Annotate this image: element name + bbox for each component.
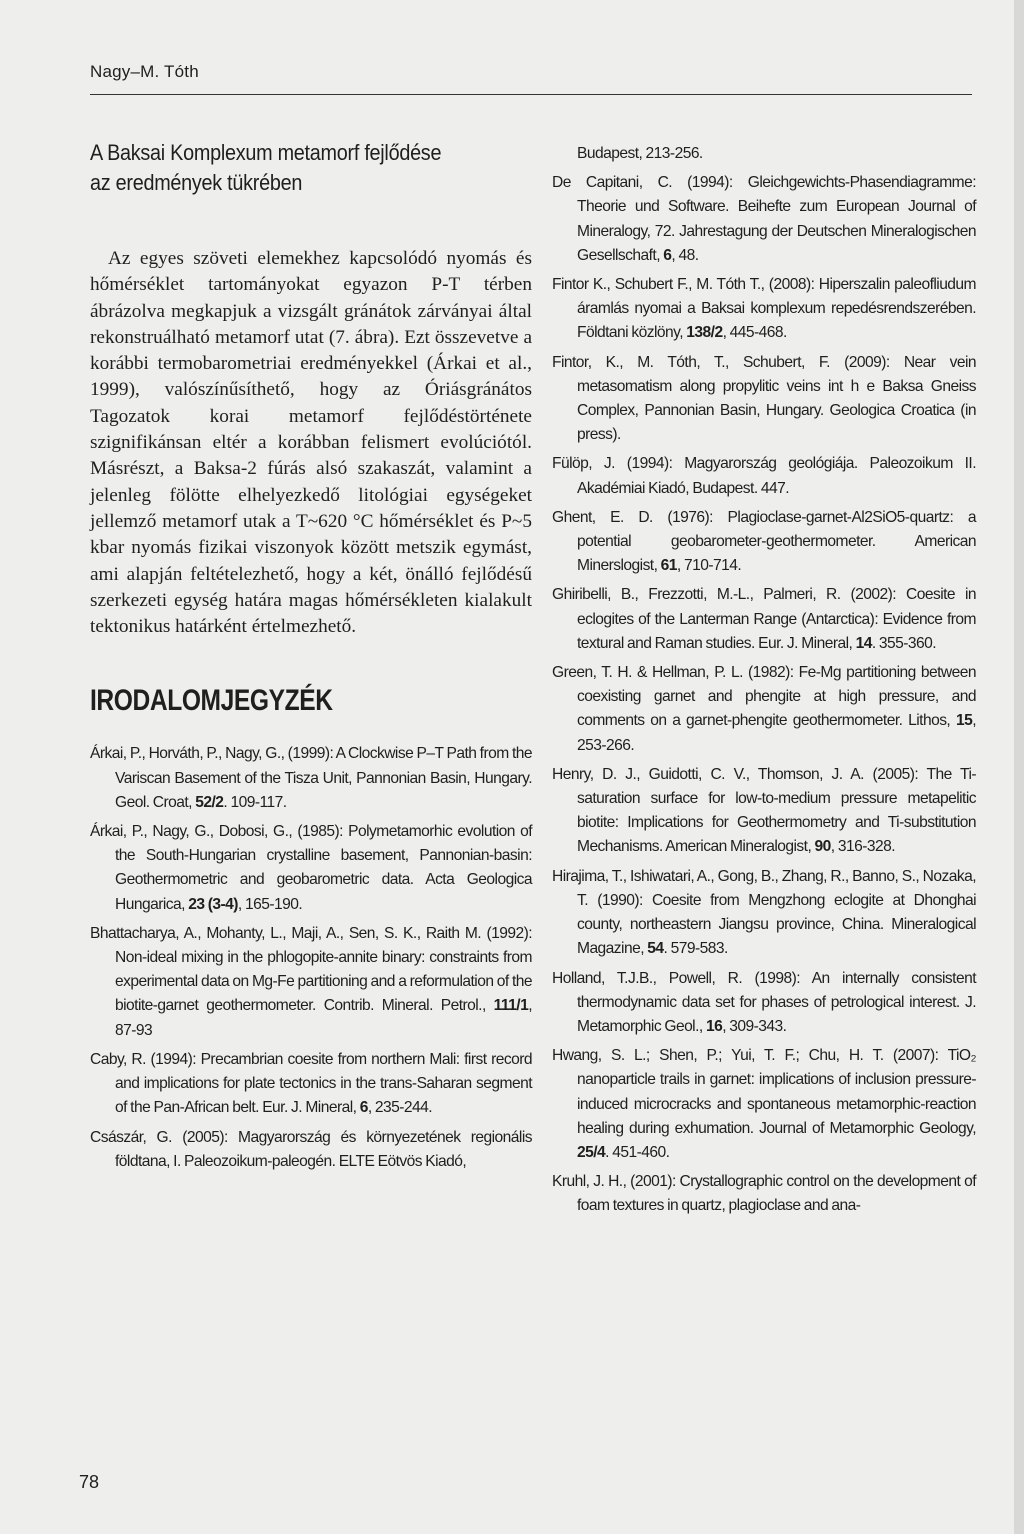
reference-text: Henry, D. J., Guidotti, C. V., Thomson, J. A. (2005): The Ti-saturation surface for low-to-medium pressure metapelitic biotite: Implications for Geothermometry and Ti-substitution Mechanisms. American Mineralogist, bbox=[552, 765, 976, 856]
reference-text: , 309-343. bbox=[722, 1017, 787, 1035]
reference-volume: 14 bbox=[855, 634, 872, 652]
reference-text: Ghiribelli, B., Frezzotti, M.-L., Palmeri, R. (2002): Coesite in eclogites of the Lanterman Range (Antarctica): Evidence from textural and Raman studies. Eur. J. Mineral, bbox=[552, 586, 976, 652]
reference-text: . 451-460. bbox=[605, 1143, 670, 1161]
reference-text: . 109-117. bbox=[223, 793, 287, 811]
reference-entry bbox=[90, 1048, 532, 1121]
reference-text: Árkai, P., Horváth, P., Nagy, G., (1999): A Clockwise P–T Path from the Variscan Basement of the Tisza Unit, Pannonian Basin, Hungary. Geol. Croat, bbox=[90, 745, 532, 811]
reference-list-right bbox=[552, 142, 976, 1219]
reference-volume: 16 bbox=[705, 1017, 723, 1035]
reference-entry bbox=[552, 351, 976, 448]
section-title-line: A Baksai Komplexum metamorf fejlődése bbox=[90, 140, 442, 165]
reference-entry bbox=[552, 1170, 976, 1218]
reference-text: , 87-93 bbox=[115, 997, 532, 1039]
references-heading: IRODALOMJEGYZÉK bbox=[90, 684, 333, 718]
reference-text: Holland, T.J.B., Powell, R. (1998): An internally consistent thermodynamic data set for phases of petrological interest. J. Metamorphic Geol., bbox=[552, 969, 976, 1035]
reference-text: Bhattacharya, A., Mohanty, L., Maji, A., Sen, S. K., Raith M. (1992): Non-ideal mixing in the phlogopite-annite binary: constraints from experimental data on Mg-Fe partitioning and a reformulation of the biotite-garnet geothermometer. Contrib. Mineral. Petrol., bbox=[90, 924, 532, 1015]
reference-entry bbox=[552, 142, 976, 166]
reference-volume: 15 bbox=[955, 712, 973, 730]
reference-volume: 6 bbox=[663, 246, 672, 264]
reference-entry bbox=[552, 1044, 976, 1165]
reference-text: De Capitani, C. (1994): Gleichgewichts-Phasendiagramme: Theorie und Software. Beihefte zum European Journal of Mineralogy, 72. Jahrestagung der Deutschen Mineralogischen Gesellschaft, bbox=[552, 174, 976, 264]
reference-list-left bbox=[90, 742, 532, 1173]
section-title-line: az eredmények tükrében bbox=[90, 170, 303, 195]
reference-entry bbox=[552, 661, 976, 758]
reference-entry bbox=[552, 452, 976, 500]
reference-text: Fintor, K., M. Tóth, T., Schubert, F. (2009): Near vein metasomatism along propylitic veins int h e Baksa Gneiss Complex, Pannonian Basin, Hungary. Geologica Croatica (in press). bbox=[552, 353, 976, 444]
reference-text: . 579-583. bbox=[663, 940, 728, 958]
reference-text: Hwang, S. L.; Shen, P.; Yui, T. F.; Chu, H. T. (2007): TiO₂ nanoparticle trails in garnet: implications of inclusion pressure-induced microcracks and spontaneous metamorphic-reaction healing during exhumation. Journal of Metamorphic Geology, bbox=[552, 1047, 976, 1137]
left-column bbox=[90, 138, 532, 1179]
reference-entry bbox=[90, 1126, 532, 1174]
right-column bbox=[552, 142, 976, 1224]
reference-volume: 111/1 bbox=[493, 997, 529, 1015]
reference-text: Császár, G. (2005): Magyarország és környezetének regionális földtana, I. Paleozoikum-paleogén. ELTE Eötvös Kiadó, bbox=[90, 1128, 532, 1170]
reference-volume: 25/4 bbox=[577, 1143, 606, 1161]
reference-text: , 235-244. bbox=[367, 1099, 433, 1117]
reference-text: Kruhl, J. H., (2001): Crystallographic control on the development of foam textures in quartz, plagioclase and ana- bbox=[552, 1173, 976, 1215]
reference-volume: 23 (3-4) bbox=[188, 895, 238, 913]
reference-volume: 138/2 bbox=[686, 324, 723, 342]
reference-text: , 48. bbox=[671, 246, 699, 264]
reference-text: Fülöp, J. (1994): Magyarország geológiája. Paleozoikum II. Akadémiai Kiadó, Budapest. 447. bbox=[552, 455, 976, 497]
reference-text: , 710-714. bbox=[676, 557, 742, 575]
reference-text: , 316-328. bbox=[830, 838, 895, 856]
reference-volume: 90 bbox=[814, 838, 831, 856]
page-number: 78 bbox=[79, 1472, 100, 1492]
reference-text: Green, T. H. & Hellman, P. L. (1982): Fe-Mg partitioning between coexisting garnet and phengite at high pressure, and comments on a garnet-phengite geothermometer. Lithos, bbox=[552, 664, 976, 730]
body-paragraph: Az egyes szöveti elemekhez kapcsolódó nyomás és hőmérséklet tartományokat egyazon P-T térben ábrázolva megkapjuk a vizsgált gránátok zárványai által rekonstruálható metamorf utat (7. ábra). Ezt összevetve a korábbi termobarometriai eredményekkel (Árkai et al., 1999), valószínűsíthető, hogy az Óriásgránátos Tagozatok korai metamorf fejlődéstörténete szignifikánsan eltér a korábban felismert evolúciótól. Másrészt, a Baksa-2 fúrás alsó szakaszát, valamint a jelenleg fölötte elhelyezkedő litológiai egységeket jellemző metamorf utak a T~620 °C hőmérséklet és P~5 kbar nyomás fizikai viszonyok között metszik egymást, ami alapján feltételezhető, hogy a két, önálló fejlődésű szerkezeti egység határa magas hőmérsékleten kialakult tektonikus határként értelmezhető. bbox=[90, 248, 532, 638]
reference-text: Fintor K., Schubert F., M. Tóth T., (2008): Hiperszalin paleofliudum áramlás nyomai a Baksai komplexum repedésrendszerében. Földtani közlöny, bbox=[552, 276, 976, 342]
reference-volume: 52/2 bbox=[195, 793, 224, 811]
reference-text: . 355-360. bbox=[871, 634, 937, 652]
reference-entry bbox=[90, 820, 532, 917]
reference-text: , 165-190. bbox=[237, 895, 303, 913]
reference-text: Caby, R. (1994): Precambrian coesite from northern Mali: first record and implications for plate tectonics in the trans-Saharan segment of the Pan-African belt. Eur. J. Mineral, bbox=[90, 1050, 532, 1117]
reference-text: Hirajima, T., Ishiwatari, A., Gong, B., Zhang, R., Banno, S., Nozaka, T. (1990): Coesite from Mengzhong eclogite at Dhonghai county, northeastern Jiangsu province, China. Mineralogical Magazine, bbox=[552, 867, 976, 958]
page-edge-shadow bbox=[1014, 0, 1024, 1534]
reference-entry bbox=[552, 865, 976, 962]
reference-volume: 61 bbox=[660, 557, 677, 575]
reference-entry bbox=[552, 763, 976, 860]
reference-entry bbox=[552, 273, 976, 346]
reference-entry bbox=[552, 506, 976, 579]
reference-entry bbox=[552, 967, 976, 1040]
reference-text: , 445-468. bbox=[722, 324, 787, 342]
reference-volume: 54 bbox=[647, 940, 664, 958]
header-rule bbox=[90, 94, 972, 95]
reference-entry bbox=[90, 742, 532, 815]
reference-text: Ghent, E. D. (1976): Plagioclase-garnet-Al2SiO5-quartz: a potential geobarometer-geothermometer. American Minerslogist, bbox=[552, 508, 976, 575]
reference-volume: 6 bbox=[359, 1099, 368, 1117]
section-title bbox=[90, 138, 530, 198]
reference-text: Budapest, 213-256. bbox=[577, 145, 703, 162]
reference-text: , 253-266. bbox=[577, 712, 976, 754]
reference-entry bbox=[552, 171, 976, 268]
reference-text: Árkai, P., Nagy, G., Dobosi, G., (1985): Polymetamorhic evolution of the South-Hungarian crystalline basement, Pannonian-basin: Geothermometric and geobarometric data. Acta Geologica Hungarica, bbox=[90, 823, 532, 913]
reference-entry bbox=[552, 583, 976, 656]
running-head: Nagy–M. Tóth bbox=[90, 62, 199, 81]
reference-entry bbox=[90, 922, 532, 1043]
